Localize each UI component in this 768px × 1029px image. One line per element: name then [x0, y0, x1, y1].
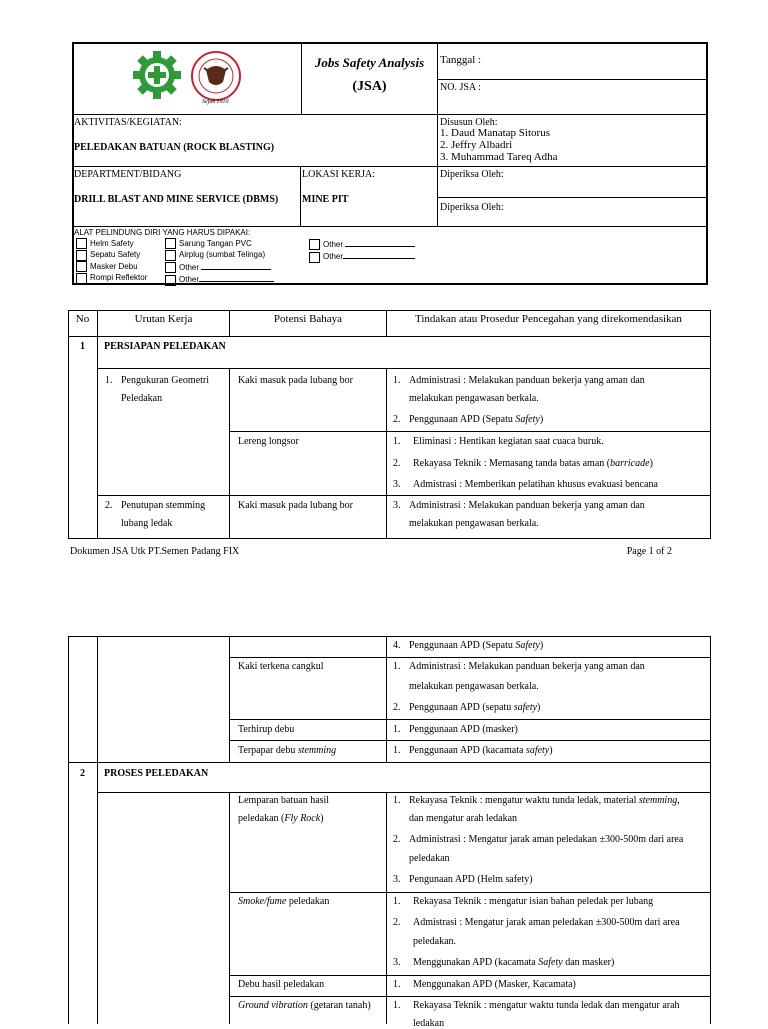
- department-label: DEPARTMENT/BIDANG: [74, 169, 182, 180]
- checkbox[interactable]: [76, 273, 87, 284]
- action-item: 1. Rekayasa Teknik : mengatur waktu tunda ledak dan mengatur arah: [393, 1000, 680, 1011]
- apd-col-1: [76, 238, 147, 284]
- apd-option[interactable]: Other: [165, 273, 274, 285]
- step-item-cont: Peledakan: [121, 393, 163, 404]
- checkbox[interactable]: [76, 261, 87, 272]
- action-item: 1. Rekayasa Teknik : mengatur waktu tunda ledak, material stemming,: [393, 795, 680, 806]
- apd-option[interactable]: Other: [309, 250, 415, 262]
- hazard: Kaki terkena cangkul: [238, 661, 324, 672]
- col-header-potensi: Potensi Bahaya: [273, 313, 343, 325]
- hazard: Lemparan batuan hasil: [238, 795, 330, 806]
- action-item: 2. Admistrasi : Mengatur jarak aman peledakan ±300-500m dari area: [393, 917, 680, 928]
- action-item: 2. Administrasi : Mengatur jarak aman peledakan ±300-500m dari area: [393, 834, 684, 845]
- action-item-cont: dan mengatur arah ledakan: [409, 813, 518, 824]
- footer-page-number: Page 1 of 2: [626, 546, 672, 557]
- action-item: 1. Menggunakan APD (Masker, Kacamata): [393, 979, 576, 990]
- action-item: 3. Admistrasi : Memberikan pelatihan khusus evakuasi bencana: [393, 479, 658, 490]
- checkbox[interactable]: [165, 275, 176, 286]
- disusun-name: 1. Daud Manatap Sitorus: [440, 127, 550, 139]
- department-value: DRILL BLAST AND MINE SERVICE (DBMS): [74, 194, 279, 205]
- action-item: 1. Eliminasi : Hentikan kegiatan saat cuaca buruk.: [393, 436, 604, 447]
- semen-padang-logo: [190, 50, 242, 102]
- apd-title: ALAT PELINDUNG DIRI YANG HARUS DIPAKAI:: [74, 228, 251, 237]
- action-item: 1. Administrasi : Melakukan panduan bekerja yang aman dan: [393, 375, 645, 386]
- section-number: 2: [80, 768, 85, 779]
- apd-option[interactable]: Rompi Reflektor: [76, 272, 147, 283]
- aktivitas-value: PELEDAKAN BATUAN (ROCK BLASTING): [74, 142, 275, 153]
- action-item-cont: melakukan pengawasan berkala.: [409, 681, 539, 692]
- hazard: Kaki masuk pada lubang bor: [238, 500, 353, 511]
- tanggal-label: Tanggal :: [440, 54, 482, 66]
- checkbox[interactable]: [76, 238, 87, 249]
- action-item-cont: ledakan: [413, 1018, 445, 1029]
- diperiksa-label-1: Diperiksa Oleh:: [440, 169, 504, 180]
- col-header-urutan: Urutan Kerja: [134, 313, 193, 325]
- apd-option[interactable]: Airplug (sumbat Telinga): [165, 249, 274, 260]
- section-number: 1: [80, 341, 85, 352]
- lokasi-value: MINE PIT: [302, 194, 349, 205]
- apd-option[interactable]: Other: [165, 261, 274, 273]
- action-item: 4. Penggunaan APD (Sepatu Safety): [393, 640, 544, 651]
- cross-gear-logo: [132, 50, 182, 100]
- checkbox[interactable]: [76, 250, 87, 261]
- aktivitas-label: AKTIVITAS/KEGIATAN:: [74, 117, 182, 128]
- action-item: 3. Pengunaan APD (Helm safety): [393, 874, 533, 885]
- apd-col-2: [165, 238, 274, 286]
- diperiksa-label-2: Diperiksa Oleh:: [440, 202, 504, 213]
- apd-option[interactable]: Helm Safety: [76, 238, 147, 249]
- apd-option[interactable]: Other: [309, 238, 415, 250]
- hazard: Debu hasil peledakan: [238, 979, 325, 990]
- action-item-cont: peledakan: [409, 853, 450, 864]
- col-header-no: No: [75, 313, 90, 325]
- step-item: 1. Pengukuran Geometri: [105, 375, 210, 386]
- section-title: PERSIAPAN PELEDAKAN: [104, 341, 226, 352]
- action-item-cont: peledakan.: [413, 936, 457, 947]
- step-item-cont: lubang ledak: [121, 518, 173, 529]
- apd-option[interactable]: Sarung Tangan PVC: [165, 238, 274, 249]
- hazard: Lereng longsor: [238, 436, 299, 447]
- checkbox[interactable]: [165, 262, 176, 273]
- checkbox[interactable]: [309, 252, 320, 263]
- action-item: 1. Penggunaan APD (masker): [393, 724, 518, 735]
- apd-option[interactable]: Sepatu Safety: [76, 249, 147, 260]
- disusun-name: 2. Jeffry Albadri: [440, 139, 513, 151]
- action-item-cont: melakukan pengawasan berkala.: [409, 393, 539, 404]
- col-header-tindakan: Tindakan atau Prosedur Pencegahan yang direkomendasikan: [415, 313, 682, 325]
- action-item: 1. Administrasi : Melakukan panduan bekerja yang aman dan: [393, 661, 645, 672]
- lokasi-label: LOKASI KERJA:: [302, 169, 376, 180]
- hazard-cont: peledakan (Fly Rock): [238, 813, 324, 824]
- hazard: Ground vibration (getaran tanah): [238, 1000, 371, 1011]
- no-jsa-label: NO. JSA :: [440, 82, 481, 93]
- action-item: 3. Administrasi : Melakukan panduan bekerja yang aman dan: [393, 500, 645, 511]
- disusun-name: 3. Muhammad Tareq Adha: [440, 151, 558, 163]
- action-item: 2. Penggunaan APD (sepatu safety): [393, 702, 541, 713]
- action-item-cont: melakukan pengawasan berkala.: [409, 518, 539, 529]
- hazard: Terpapar debu stemming: [238, 745, 337, 756]
- apd-col-3: [309, 238, 415, 263]
- footer-document-name: Dokumen JSA Utk PT.Semen Padang FIX: [70, 546, 240, 557]
- step-item: 2. Penutupan stemming: [105, 500, 206, 511]
- action-item: 1. Penggunaan APD (kacamata safety): [393, 745, 553, 756]
- hazard: Kaki masuk pada lubang bor: [238, 375, 353, 386]
- section-title: PROSES PELEDAKAN: [104, 768, 209, 779]
- checkbox[interactable]: [165, 250, 176, 261]
- action-item: 2. Rekayasa Teknik : Memasang tanda batas aman (barricade): [393, 458, 653, 469]
- hazard: Smoke/fume peledakan: [238, 896, 330, 907]
- disusun-names: [440, 127, 558, 163]
- disusun-label: Disusun Oleh:: [440, 117, 498, 128]
- logo-caption: Sejak 1910: [202, 99, 229, 105]
- action-item: 2. Penggunaan APD (Sepatu Safety): [393, 414, 544, 425]
- action-item: 3. Menggunakan APD (kacamata Safety dan masker): [393, 957, 615, 968]
- hazard: Terhirup debu: [238, 724, 295, 735]
- action-item: 1. Rekayasa Teknik : mengatur isian bahan peledak per lubang: [393, 896, 654, 907]
- checkbox[interactable]: [309, 239, 320, 250]
- jsa-subtitle: (JSA): [352, 79, 387, 94]
- checkbox[interactable]: [165, 238, 176, 249]
- apd-option[interactable]: Masker Debu: [76, 261, 147, 272]
- jsa-title: Jobs Safety Analysis: [314, 55, 425, 70]
